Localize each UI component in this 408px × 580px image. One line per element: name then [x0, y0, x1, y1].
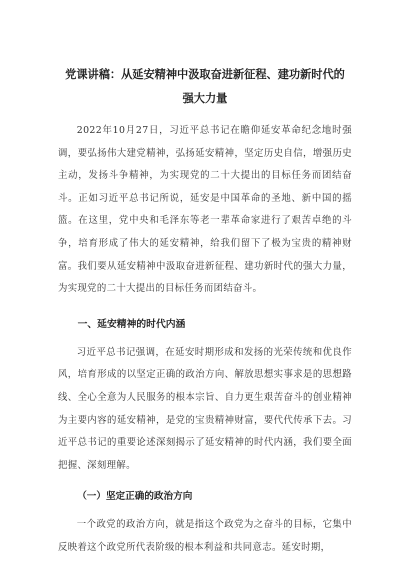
- subsection-1-paragraph: 一个政党的政治方向，就是指这个政党为之奋斗的目标，它集中反映着这个政党所代表阶级的根本利益和共同意志。延安时期，: [58, 519, 352, 553]
- document-title: [58, 62, 352, 110]
- section-1-paragraph: 习近平总书记强调，在延安时期形成和发扬的光荣传统和优良作风，培育形成的以坚定正确的政治方向、解放思想实事求是的思想路线、全心全意为人民服务的根本宗旨、自力更生艰苦奋斗的创业精神为主要内容的延安精神，是党的宝贵精神财富，要代代传承下去。习近平总书记的重要论述深刻揭示了延安精神的时代内涵，我们要全面把握、深刻理解。: [58, 346, 352, 471]
- title-line-2: 强大力量: [182, 91, 228, 105]
- title-line-1: 党课讲稿：从延安精神中汲取奋进新征程、建功新时代的: [65, 67, 345, 81]
- intro-paragraph: 2022年10月27日，习近平总书记在瞻仰延安革命纪念地时强调，要弘扬伟大建党精神，弘扬延安精神，坚定历史自信，增强历史主动，发扬斗争精神，为实现党的二十大提出的目标任务而团结奋斗。正如习近平总书记所说，延安是中国革命的圣地、新中国的摇篮。在这里，党中央和毛泽东等老一辈革命家进行了艰苦卓绝的斗争，培育形成了伟大的延安精神，给我们留下了极为宝贵的精神财富。我们要从延安精神中汲取奋进新征程、建功新时代的强大力量，为实现党的二十大提出的目标任务而团结奋斗。: [58, 125, 352, 295]
- subsection-heading-1: （一）坚定正确的政治方向: [77, 491, 193, 503]
- section-heading-1: 一、延安精神的时代内涵: [77, 318, 186, 330]
